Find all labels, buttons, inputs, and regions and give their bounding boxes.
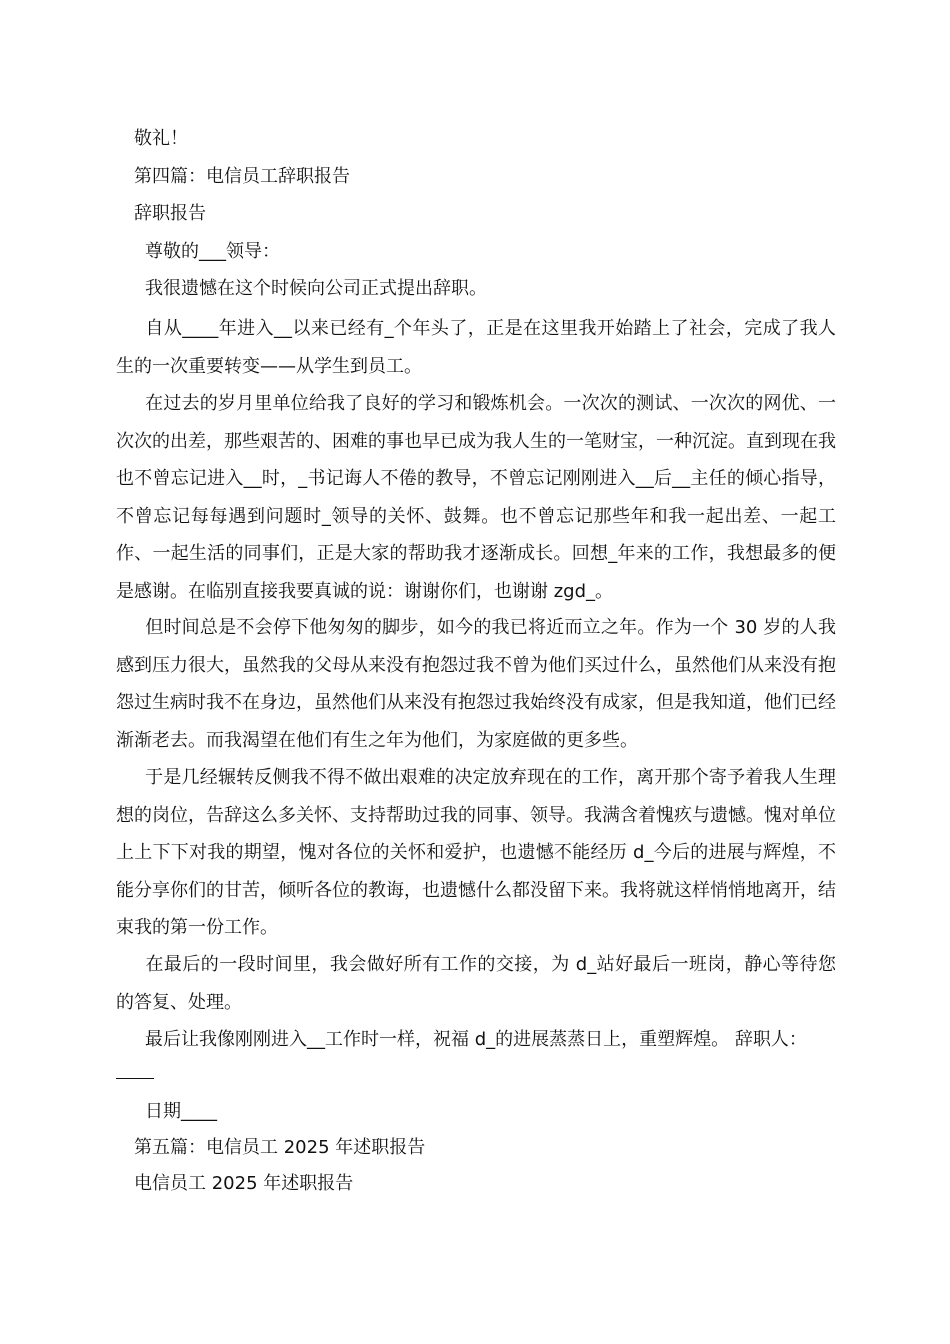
section5-subtitle: 电信员工 2025 年述职报告 <box>134 1173 354 1194</box>
salutation: 尊敬的___领导： <box>145 241 280 262</box>
section4-title: 第四篇：电信员工辞职报告 <box>134 166 350 187</box>
paragraph-4: 于是几经辗转反侧我不得不做出艰难的决定放弃现在的工作，离开那个寄予着我人生理想的岗位，告辞这么多关怀、支持帮助过我的同事、领导。我满含着愧疚与遗憾。愧对单位上上下下对我的期望，愧对各位的关怀和爱护，也遗憾不能经历 d_今后的进展与辉煌，不能分享你们的甘苦，倾听各位的教诲，也遗憾什么都没留下来。我将就这样悄悄地离开，结束我的第一份工作。 <box>116 767 836 938</box>
signature-date: 日期____ <box>145 1101 217 1122</box>
closing-line: 敬礼！ <box>134 128 188 149</box>
paragraph-6: 最后让我像刚刚进入__工作时一样，祝福 d_的进展蒸蒸日上，重塑辉煌。 辞职人： <box>145 1029 807 1050</box>
section5-title: 第五篇：电信员工 2025 年述职报告 <box>134 1137 426 1158</box>
intro-paragraph: 我很遗憾在这个时候向公司正式提出辞职。 <box>145 278 487 299</box>
report-title: 辞职报告 <box>134 203 206 224</box>
paragraph-3: 但时间总是不会停下他匆匆的脚步，如今的我已将近而立之年。作为一个 30 岁的人我感到压力很大，虽然我的父母从来没有抱怨过我不曾为他们买过什么，虽然他们从来没有抱怨过生病时我不在身边，虽然他们从来没有抱怨过我始终没有成家，但是我知道，他们已经渐渐老去。而我渴望在他们有生之年为他们，为家庭做的更多些。 <box>116 617 836 751</box>
paragraph-1: 自从____年进入__以来已经有_个年头了，正是在这里我开始踏上了社会，完成了我人生的一次重要转变——从学生到员工。 <box>116 318 836 377</box>
signature-blank-line <box>116 1078 154 1079</box>
paragraph-2: 在过去的岁月里单位给我了良好的学习和锻炼机会。一次次的测试、一次次的网优、一次次的出差，那些艰苦的、困难的事也早已成为我人生的一笔财宝，一种沉淀。直到现在我也不曾忘记进入__时，_书记诲人不倦的教导，不曾忘记刚刚进入__后__主任的倾心指导，不曾忘记每每遇到问题时_领导的关怀、鼓舞。也不曾忘记那些年和我一起出差、一起工作、一起生活的同事们，正是大家的帮助我才逐渐成长。回想_年来的工作，我想最多的便是感谢。在临别直接我要真诚的说：谢谢你们，也谢谢 zgd_。 <box>116 393 836 602</box>
paragraph-5: 在最后的一段时间里，我会做好所有工作的交接，为 d_站好最后一班岗，静心等待您的答复、处理。 <box>116 954 836 1013</box>
